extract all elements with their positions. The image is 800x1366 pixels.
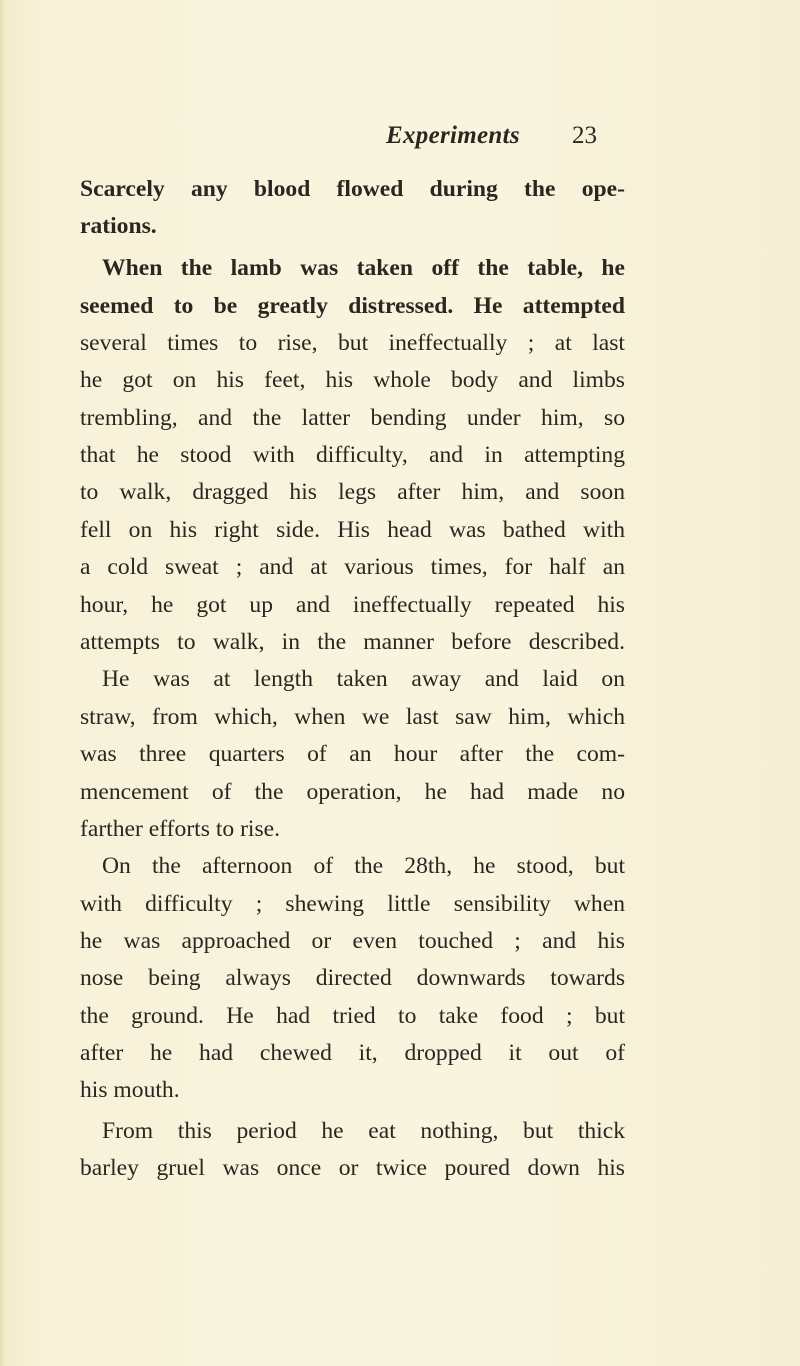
text-line: that he stood with difficulty, and in attempting: [80, 442, 625, 468]
page-edge-shadow: [0, 0, 6, 1366]
text-line: straw, from which, when we last saw him, which: [80, 704, 625, 730]
text-line: with difficulty ; shewing little sensibility when: [80, 891, 625, 917]
text-line: hour, he got up and ineffectually repeated his: [80, 592, 625, 618]
text-line: the ground. He had tried to take food ; but: [80, 1003, 625, 1029]
text-line: From this period he eat nothing, but thick: [102, 1118, 625, 1144]
page-header: [0, 122, 800, 162]
text-line: he got on his feet, his whole body and limbs: [80, 367, 625, 393]
page-number: 23: [572, 122, 597, 149]
text-line: nose being always directed downwards towards: [80, 965, 625, 991]
text-line: was three quarters of an hour after the com-: [80, 741, 625, 767]
text-line: rations.: [80, 213, 157, 239]
text-line: Scarcely any blood flowed during the ope-: [80, 176, 625, 202]
text-line: after he had chewed it, dropped it out of: [80, 1040, 625, 1066]
text-line: seemed to be greatly distressed. He attempted: [80, 293, 625, 319]
text-line: farther efforts to rise.: [80, 816, 281, 842]
text-line: On the afternoon of the 28th, he stood, but: [102, 853, 625, 879]
text-line: several times to rise, but ineffectually ; at last: [80, 330, 625, 356]
text-line: barley gruel was once or twice poured down his: [80, 1155, 625, 1181]
text-line: his mouth.: [80, 1077, 180, 1103]
text-line: He was at length taken away and laid on: [102, 666, 625, 692]
text-line: When the lamb was taken off the table, he: [102, 255, 625, 281]
text-line: a cold sweat ; and at various times, for half an: [80, 554, 625, 580]
running-title: Experiments: [386, 122, 520, 149]
text-line: attempts to walk, in the manner before described.: [80, 629, 625, 655]
text-line: trembling, and the latter bending under him, so: [80, 405, 625, 431]
text-line: he was approached or even touched ; and his: [80, 928, 625, 954]
text-line: mencement of the operation, he had made no: [80, 779, 625, 805]
text-line: to walk, dragged his legs after him, and soon: [80, 479, 625, 505]
text-line: fell on his right side. His head was bathed with: [80, 517, 625, 543]
